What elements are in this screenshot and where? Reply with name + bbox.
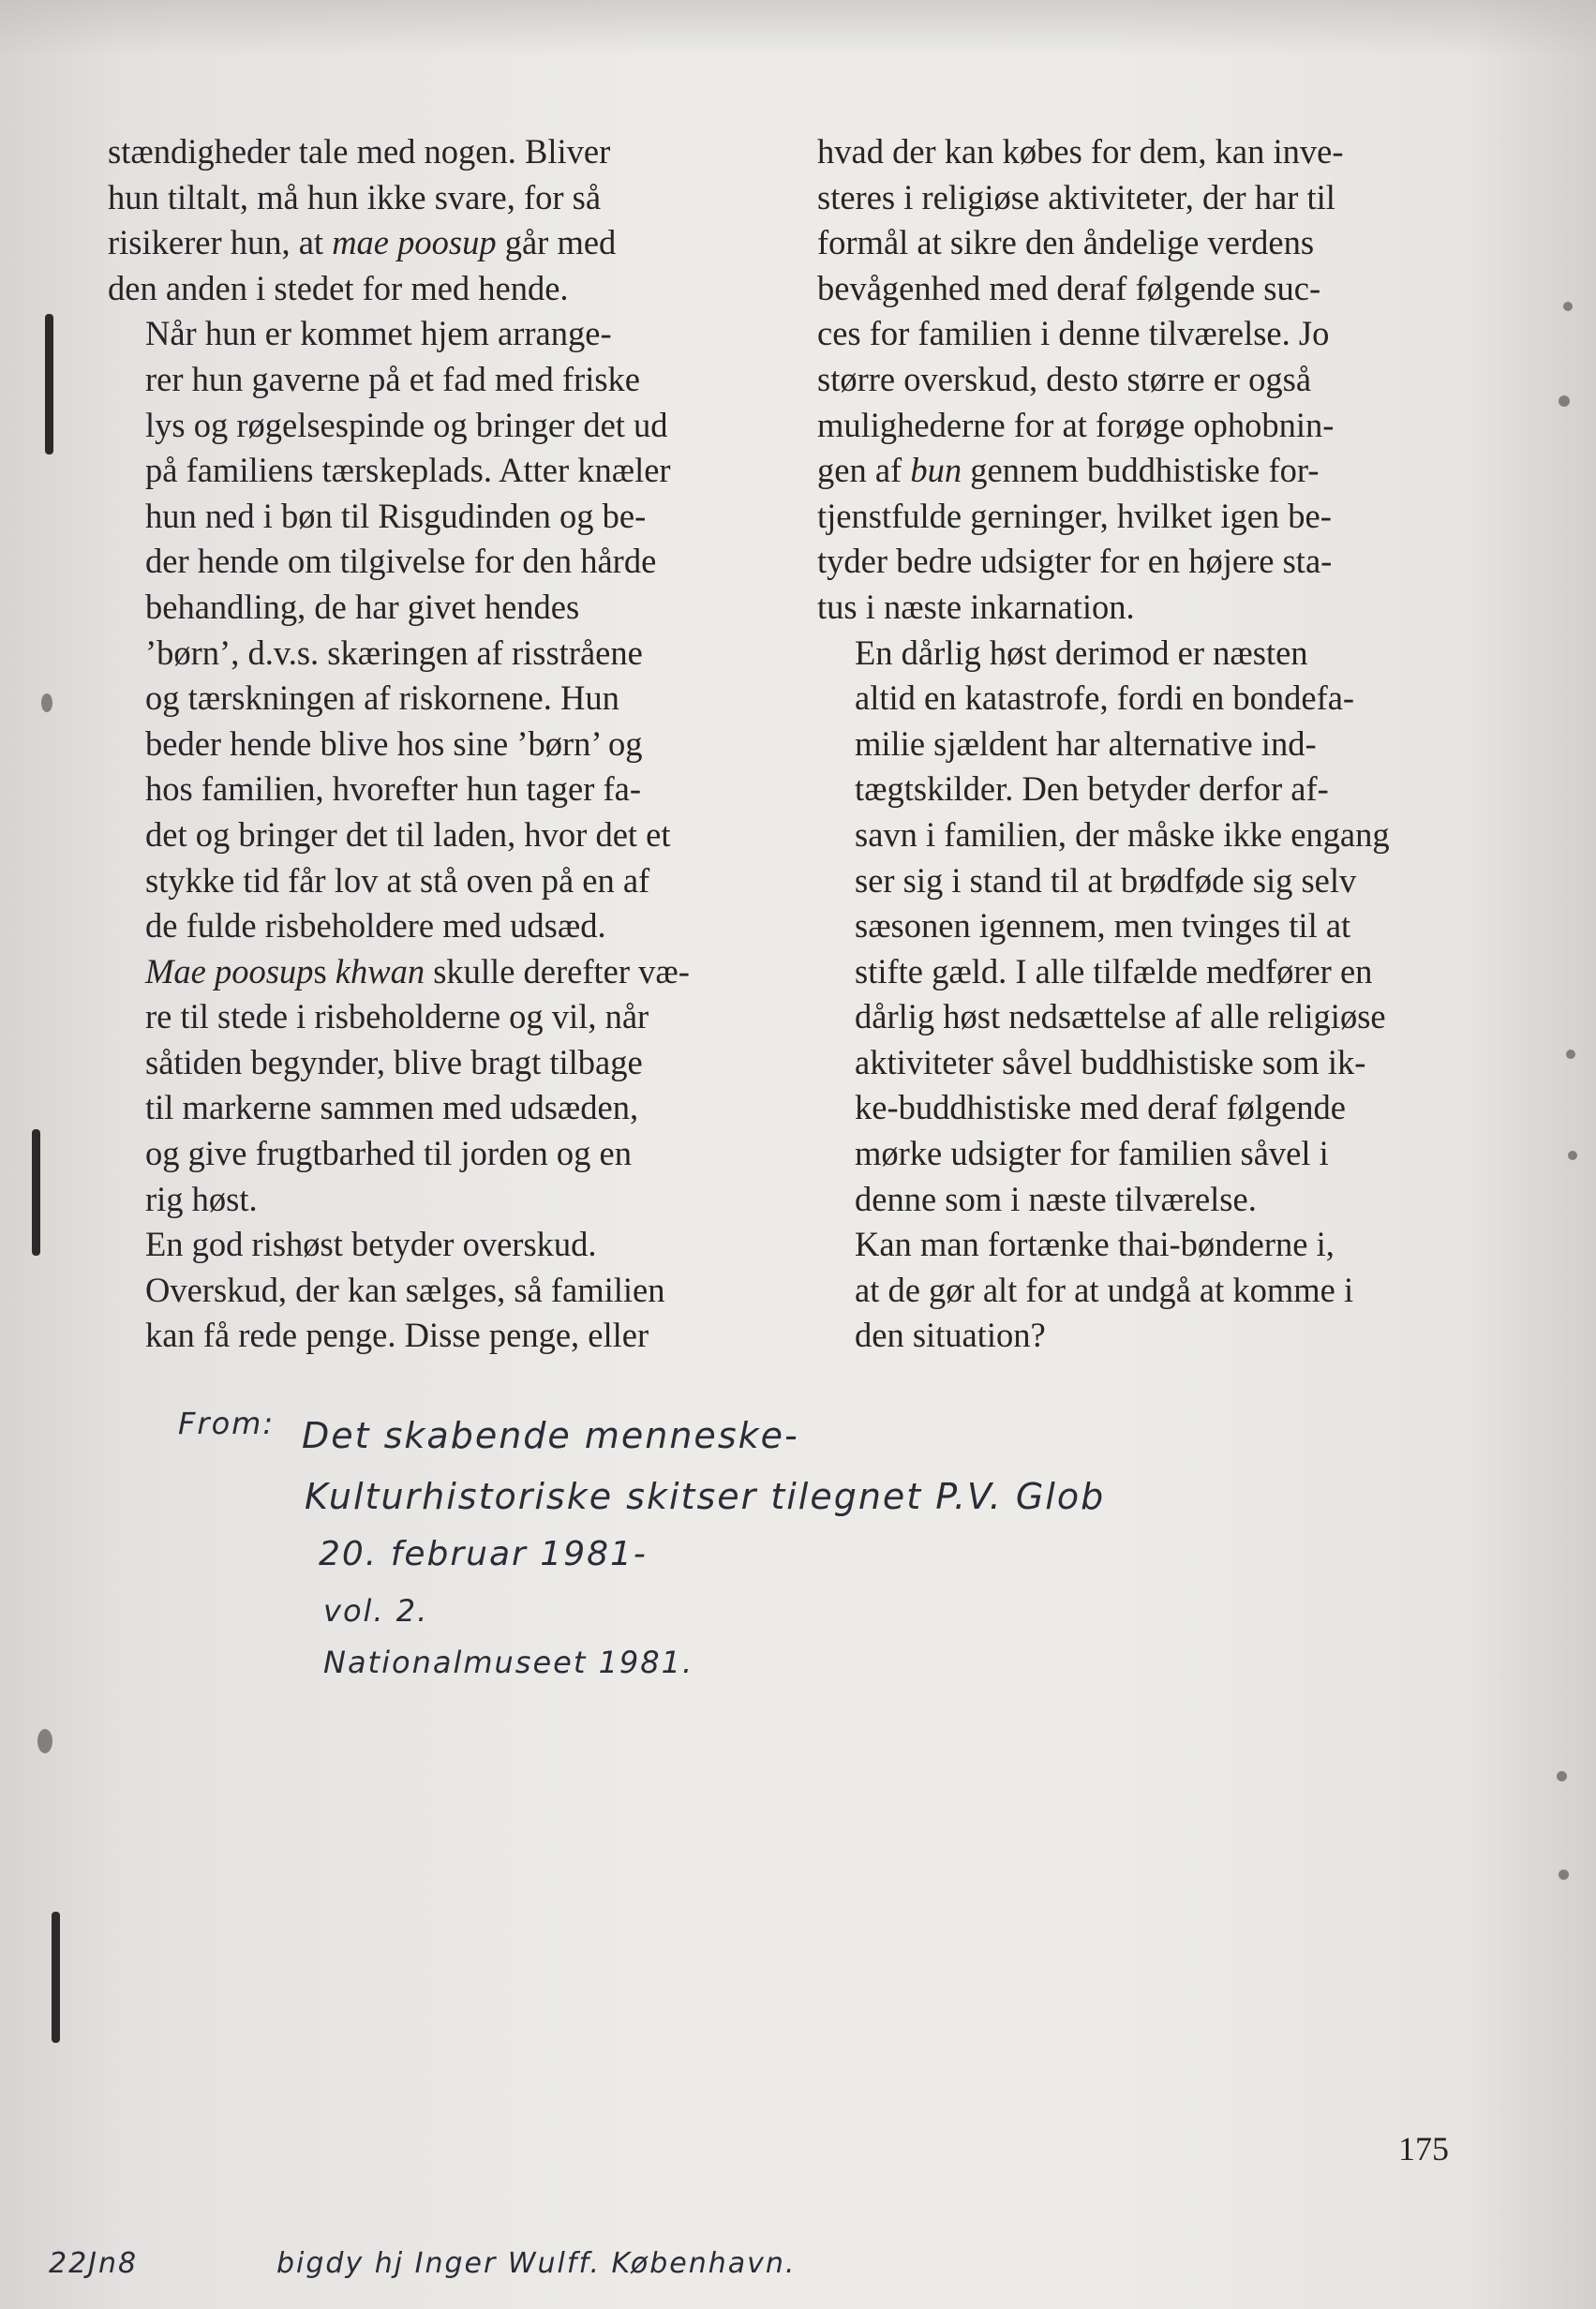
right-column (817, 129, 1454, 1359)
text-line: hun tiltalt, må hun ikke svare, for så (108, 177, 602, 216)
italic-term: bun (910, 451, 962, 490)
text-line: aktiviteter såvel buddhistiske som ik- (855, 1042, 1366, 1081)
text-line: steres i religiøse aktiviteter, der har til (817, 177, 1335, 216)
text-line: ser sig i stand til at brødføde sig selv (855, 860, 1357, 900)
text-line: lys og røgelsespinde og bringer det ud (145, 405, 668, 444)
text-line: til markerne sammen med udsæden, (145, 1088, 639, 1127)
paragraph (108, 1222, 745, 1359)
text-line: beder hende blive hos sine ’børn’ og (145, 723, 643, 763)
text-line (817, 448, 1454, 494)
paper-stain (1559, 395, 1570, 407)
text-line: de fulde risbeholdere med udsæd. (145, 906, 606, 946)
text-line: ces for familien i denne tilværelse. Jo (817, 314, 1330, 353)
text-line: rig høst. (145, 1179, 258, 1218)
text-line: stifte gæld. I alle tilfælde medfører en (855, 951, 1373, 991)
italic-term: mae poosup (332, 223, 497, 262)
text-line: behandling, de har givet hendes (145, 587, 580, 626)
text-line: såtiden begynder, blive bragt tilbage (145, 1042, 643, 1081)
text-line: der hende om tilgivelse for den hårde (145, 542, 657, 581)
handwritten-line: Det skabende menneske- (302, 1415, 799, 1456)
handwritten-from-label: From: (178, 1406, 276, 1441)
text-line: stændigheder tale med nogen. Bliver (108, 132, 611, 171)
paragraph (108, 311, 745, 1222)
text-segment: s (313, 951, 336, 991)
text-line: tægtskilder. Den betyder derfor af- (855, 769, 1329, 809)
paper-stain (1563, 302, 1573, 311)
text-line: hvad der kan købes for dem, kan inve- (817, 132, 1344, 171)
text-segment: skulle derefter væ- (425, 951, 690, 991)
paragraph (817, 129, 1454, 631)
italic-term: khwan (335, 951, 425, 991)
text-line: En god rishøst betyder overskud. (145, 1225, 597, 1264)
paper-stain (1559, 1870, 1569, 1880)
left-column (108, 129, 745, 1359)
text-line: den situation? (855, 1316, 1046, 1355)
text-line: formål at sikre den åndelige verdens (817, 223, 1315, 262)
text-line: hun ned i bøn til Risgudinden og be- (145, 496, 647, 535)
page-number: 175 (1398, 2130, 1449, 2167)
text-line: kan få rede penge. Disse penge, eller (145, 1316, 649, 1355)
text-line (108, 949, 745, 995)
staple-mark (52, 1912, 60, 2043)
text-line: denne som i næste tilværelse. (855, 1179, 1257, 1218)
text-line: at de gør alt for at undgå at komme i (855, 1270, 1354, 1309)
text-line: mulighederne for at forøge ophobnin- (817, 405, 1335, 444)
text-segment: gen af (817, 451, 911, 490)
text-line: tus i næste inkarnation. (817, 587, 1135, 626)
text-segment: risikerer hun, at (108, 223, 333, 262)
paragraph (817, 1222, 1454, 1359)
text-line: milie sjældent har alternative ind- (855, 723, 1317, 763)
text-line: Når hun er kommet hjem arrange- (145, 314, 612, 353)
text-line: re til stede i risbeholderne og vil, når (145, 997, 649, 1036)
page-shadow (0, 0, 1596, 56)
text-line: altid en katastrofe, fordi en bondefa- (855, 678, 1355, 718)
staple-mark (45, 314, 53, 454)
text-line: hos familien, hvorefter hun tager fa- (145, 769, 642, 809)
text-line (108, 220, 745, 266)
text-line: på familiens tærskeplads. Atter knæler (145, 451, 671, 490)
text-line: savn i familien, der måske ikke engang (855, 814, 1390, 854)
handwritten-line: Kulturhistoriske skitser tilegnet P.V. Glob (305, 1476, 1106, 1517)
italic-term: Mae poosup (145, 951, 314, 991)
paragraph (108, 129, 745, 311)
text-line: det og bringer det til laden, hvor det et (145, 814, 671, 854)
text-line: tjenstfulde gerninger, hvilket igen be- (817, 496, 1332, 535)
handwritten-line: 20. februar 1981- (319, 1535, 648, 1573)
text-line: En dårlig høst derimod er næsten (855, 633, 1308, 672)
paper-stain (41, 693, 52, 712)
paper-stain (1557, 1771, 1567, 1781)
text-line: ke-buddhistiske med deraf følgende (855, 1088, 1347, 1127)
text-line: større overskud, desto større er også (817, 359, 1312, 398)
text-line: dårlig høst nedsættelse af alle religiøse (855, 997, 1386, 1036)
text-line: bevågenhed med deraf følgende suc- (817, 268, 1321, 307)
text-line: sæsonen igennem, men tvinges til at (855, 906, 1351, 946)
text-line: og give frugtbarhed til jorden og en (145, 1134, 632, 1173)
text-line: stykke tid får lov at stå oven på en af (145, 860, 650, 900)
paragraph (817, 631, 1454, 1223)
paper-stain (37, 1729, 52, 1753)
handwritten-line: Nationalmuseet 1981. (323, 1645, 694, 1680)
paper-stain (1568, 1151, 1577, 1160)
text-line: den anden i stedet for med hende. (108, 268, 569, 307)
handwritten-line: vol. 2. (323, 1593, 429, 1629)
text-segment: gennem buddhistiske for- (962, 451, 1320, 490)
handwritten-provenance-note: bigdy hj Inger Wulff. København. (276, 2247, 797, 2280)
text-line: Kan man fortænke thai-bønderne i, (855, 1225, 1335, 1264)
text-segment: går med (496, 223, 617, 262)
text-line: tyder bedre udsigter for en højere sta- (817, 542, 1333, 581)
text-line: mørke udsigter for familien såvel i (855, 1134, 1329, 1173)
text-line: ’børn’, d.v.s. skæringen af risstråene (145, 633, 643, 672)
text-line: og tærskningen af riskornene. Hun (145, 678, 619, 718)
handwritten-catalog-number: 22Jn8 (49, 2247, 139, 2280)
staple-mark (32, 1129, 40, 1256)
paper-stain (1566, 1050, 1575, 1059)
text-line: rer hun gaverne på et fad med friske (145, 359, 640, 398)
text-line: Overskud, der kan sælges, så familien (145, 1270, 665, 1309)
